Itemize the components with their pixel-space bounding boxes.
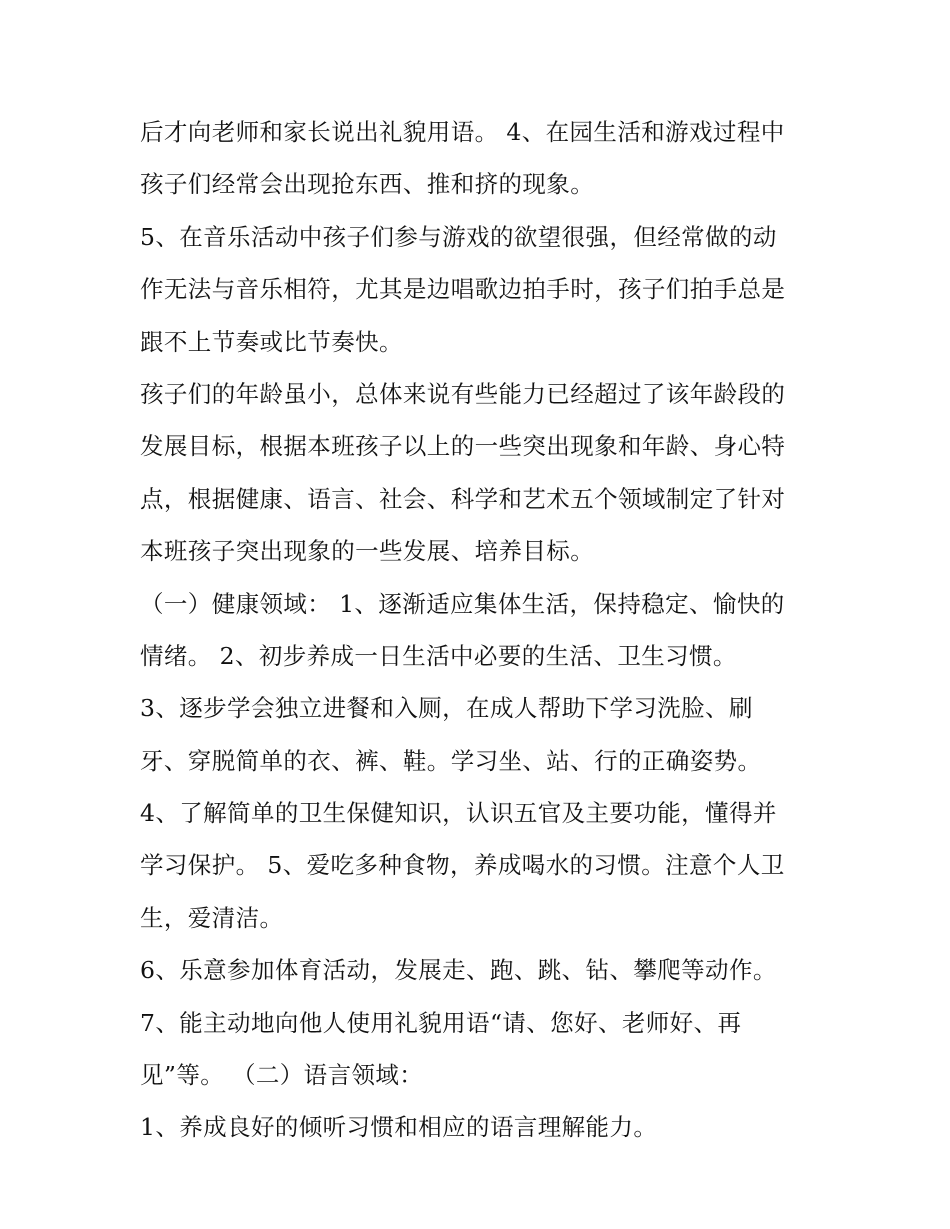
text-line: 4、了解简单的卫生保健知识，认识五官及主要功能，懂得并 bbox=[140, 799, 777, 828]
text-line: 1、养成良好的倾听习惯和相应的语言理解能力。 bbox=[140, 1113, 658, 1142]
text-line: 5、在音乐活动中孩子们参与游戏的欲望很强，但经常做的动 bbox=[140, 222, 777, 251]
text-line: 点，根据健康、语言、社会、科学和艺术五个领域制定了针对 bbox=[140, 484, 786, 513]
text-line: 牙、穿脱简单的衣、裤、鞋。学习坐、站、行的正确姿势。 bbox=[140, 746, 762, 775]
document-body bbox=[140, 106, 840, 1154]
text-line: 跟不上节奏或比节奏快。 bbox=[140, 327, 403, 356]
text-line: 学习保护。 5、爱吃多种食物，养成喝水的习惯。注意个人卫 bbox=[140, 851, 785, 880]
text-line: 3、逐步学会独立进餐和入厕，在成人帮助下学习洗脸、刷 bbox=[140, 694, 753, 723]
text-line: （一）健康领域： 1、逐渐适应集体生活，保持稳定、愉快的 bbox=[140, 589, 785, 618]
text-line: 见”等。 （二）语言领域： bbox=[140, 1061, 424, 1090]
text-line: 7、能主动地向他人使用礼貌用语“请、您好、老师好、再 bbox=[140, 1008, 742, 1037]
text-line: 孩子们的年龄虽小，总体来说有些能力已经超过了该年龄段的 bbox=[140, 379, 786, 408]
text-line: 孩子们经常会出现抢东西、推和挤的现象。 bbox=[140, 170, 595, 199]
text-line: 本班孩子突出现象的一些发展、培养目标。 bbox=[140, 537, 595, 566]
text-line: 发展目标，根据本班孩子以上的一些突出现象和年龄、身心特 bbox=[140, 432, 786, 461]
text-line: 6、乐意参加体育活动，发展走、跑、跳、钻、攀爬等动作。 bbox=[140, 956, 777, 985]
text-line: 情绪。 2、初步养成一日生活中必要的生活、卫生习惯。 bbox=[140, 641, 737, 670]
text-line: 作无法与音乐相符，尤其是边唱歌边拍手时，孩子们拍手总是 bbox=[140, 275, 786, 304]
text-line: 后才向老师和家长说出礼貌用语。 4、在园生活和游戏过程中 bbox=[140, 118, 785, 146]
text-line: 生，爱清洁。 bbox=[140, 903, 284, 932]
